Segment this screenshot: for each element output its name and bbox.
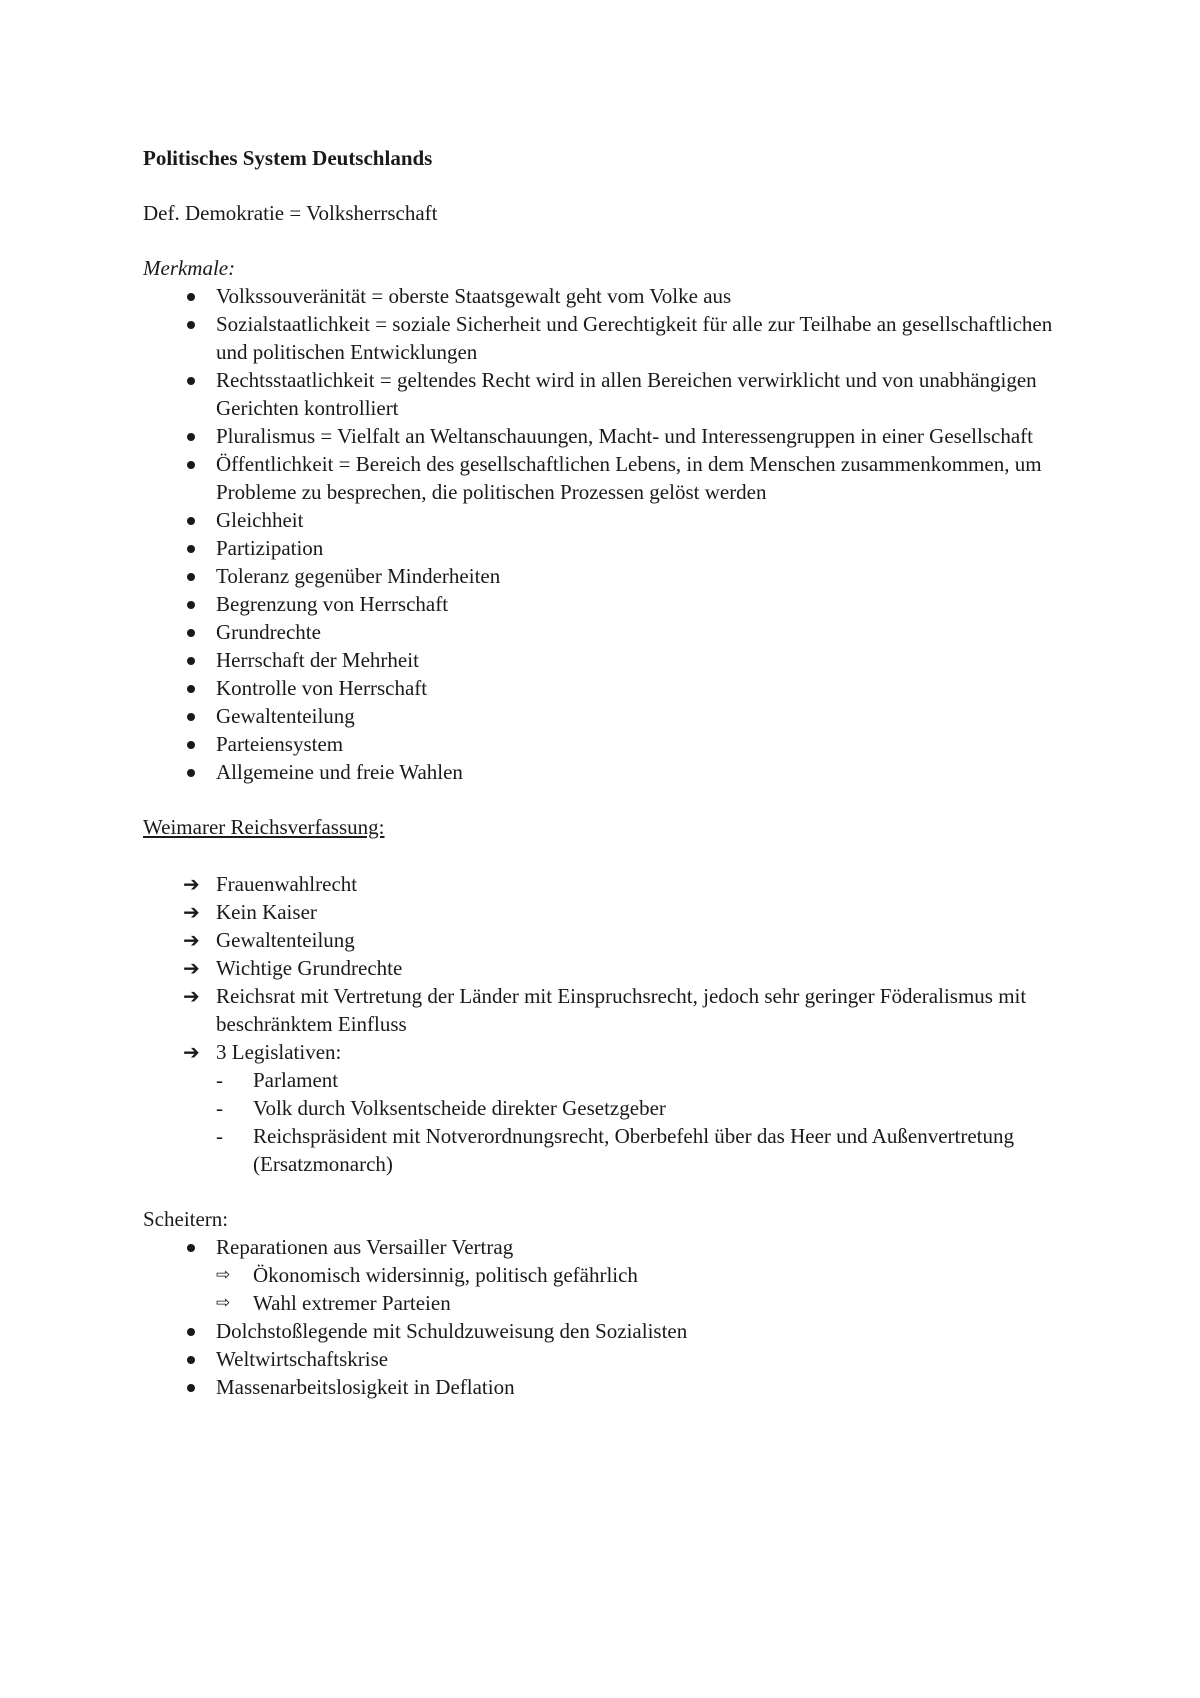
bullet-icon [187, 769, 195, 777]
list-item [216, 1289, 1063, 1317]
list-item [143, 982, 1063, 1038]
list-item-text: Frauenwahlrecht [216, 872, 358, 896]
list-item-text: Reichspräsident mit Notverordnungsrecht, Oberbefehl über das Heer und Außenvertretung (Ersatzmonarch) [253, 1124, 1015, 1176]
list-item [143, 562, 1063, 590]
list-item [143, 954, 1063, 982]
list-item-text: Begrenzung von Herrschaft [216, 592, 449, 616]
bullet-icon [187, 293, 195, 301]
dash-icon: - [216, 1124, 223, 1148]
bullet-icon [187, 713, 195, 721]
list-item-text: Gewaltenteilung [216, 928, 355, 952]
scheitern-heading: Scheitern: [143, 1207, 229, 1231]
arrow-right-icon: ➔ [183, 984, 200, 1008]
bullet-icon [187, 377, 195, 385]
list-item [143, 590, 1063, 618]
weimar-list [143, 870, 1063, 1178]
arrow-right-icon: ➔ [183, 900, 200, 924]
list-item [143, 646, 1063, 674]
arrow-right-icon: ➔ [183, 872, 200, 896]
legislativen-list [216, 1066, 1063, 1178]
list-item [143, 926, 1063, 954]
bullet-icon [187, 1328, 195, 1336]
bullet-icon [187, 321, 195, 329]
list-item [143, 1317, 1063, 1345]
list-item-text: Dolchstoßlegende mit Schuldzuweisung den Sozialisten [216, 1319, 688, 1343]
list-item [143, 1038, 1063, 1178]
bullet-icon [187, 1384, 195, 1392]
list-item-text: Kein Kaiser [216, 900, 317, 924]
bullet-icon [187, 1356, 195, 1364]
bullet-icon [187, 685, 195, 693]
bullet-icon [187, 545, 195, 553]
list-item-text: Weltwirtschaftskrise [216, 1347, 389, 1371]
list-item-text: Ökonomisch widersinnig, politisch gefährlich [253, 1263, 638, 1287]
list-item-text: Allgemeine und freie Wahlen [216, 760, 463, 784]
list-item-text: Parteiensystem [216, 732, 344, 756]
list-item-text: Kontrolle von Herrschaft [216, 676, 428, 700]
hollow-arrow-icon: ⇨ [216, 1293, 231, 1313]
list-item [143, 870, 1063, 898]
document-page [143, 144, 1063, 1401]
list-item [143, 674, 1063, 702]
merkmale-heading: Merkmale: [143, 256, 236, 280]
list-item-text: Massenarbeitslosigkeit in Deflation [216, 1375, 515, 1399]
list-item-text: Grundrechte [216, 620, 321, 644]
document-title: Politisches System Deutschlands [143, 146, 433, 170]
arrow-right-icon: ➔ [183, 956, 200, 980]
list-item-text: Reichsrat mit Vertretung der Länder mit Einspruchsrecht, jedoch sehr geringer Föderalismus mit beschränktem Einfluss [216, 984, 1027, 1036]
list-item-text: Volkssouveränität = oberste Staatsgewalt geht vom Volke aus [216, 284, 732, 308]
list-item [143, 898, 1063, 926]
dash-icon: - [216, 1068, 223, 1092]
list-item-text: Volk durch Volksentscheide direkter Gesetzgeber [253, 1096, 666, 1120]
list-item [143, 758, 1063, 786]
bullet-icon [187, 433, 195, 441]
list-item [216, 1261, 1063, 1289]
list-item [143, 366, 1063, 422]
list-item-text: Wichtige Grundrechte [216, 956, 403, 980]
list-item [216, 1122, 1063, 1178]
list-item-text: Gewaltenteilung [216, 704, 355, 728]
scheitern-list [143, 1233, 1063, 1401]
weimar-heading: Weimarer Reichsverfassung: [143, 815, 385, 839]
list-item [143, 282, 1063, 310]
list-item-text: Pluralismus = Vielfalt an Weltanschauungen, Macht- und Interessengruppen in einer Gesellschaft [216, 424, 1033, 448]
scheitern-sublist [216, 1261, 1063, 1317]
list-item [143, 506, 1063, 534]
list-item-text: Öffentlichkeit = Bereich des gesellschaftlichen Lebens, in dem Menschen zusammenkommen, um Probleme zu besprechen, die politischen Prozessen gelöst werden [216, 452, 1042, 504]
list-item-text: Parlament [253, 1068, 339, 1092]
list-item-text: Partizipation [216, 536, 324, 560]
merkmale-list [143, 282, 1063, 786]
arrow-right-icon: ➔ [183, 1040, 200, 1064]
bullet-icon [187, 741, 195, 749]
list-item [143, 702, 1063, 730]
hollow-arrow-icon: ⇨ [216, 1265, 231, 1285]
list-item-text: Reparationen aus Versailler Vertrag [216, 1235, 514, 1259]
list-item [143, 534, 1063, 562]
list-item-text: Sozialstaatlichkeit = soziale Sicherheit und Gerechtigkeit für alle zur Teilhabe an gesellschaftlichen und politischen Entwicklungen [216, 312, 1053, 364]
bullet-icon [187, 657, 195, 665]
list-item [143, 618, 1063, 646]
arrow-right-icon: ➔ [183, 928, 200, 952]
bullet-icon [187, 517, 195, 525]
bullet-icon [187, 461, 195, 469]
list-item [143, 310, 1063, 366]
list-item [143, 422, 1063, 450]
bullet-icon [187, 601, 195, 609]
list-item-text: Rechtsstaatlichkeit = geltendes Recht wird in allen Bereichen verwirklicht und von unabhängigen Gerichten kontrolliert [216, 368, 1037, 420]
list-item-text: Wahl extremer Parteien [253, 1291, 451, 1315]
list-item-text: Toleranz gegenüber Minderheiten [216, 564, 501, 588]
list-item-text: Herrschaft der Mehrheit [216, 648, 419, 672]
list-item [143, 1373, 1063, 1401]
bullet-icon [187, 629, 195, 637]
list-item [143, 1233, 1063, 1317]
list-item [216, 1094, 1063, 1122]
definition-line: Def. Demokratie = Volksherrschaft [143, 201, 438, 225]
bullet-icon [187, 1244, 195, 1252]
list-item [143, 450, 1063, 506]
bullet-icon [187, 573, 195, 581]
list-item [143, 730, 1063, 758]
list-item-text: Gleichheit [216, 508, 304, 532]
list-item [143, 1345, 1063, 1373]
list-item-text: 3 Legislativen: [216, 1040, 342, 1064]
list-item [216, 1066, 1063, 1094]
dash-icon: - [216, 1096, 223, 1120]
